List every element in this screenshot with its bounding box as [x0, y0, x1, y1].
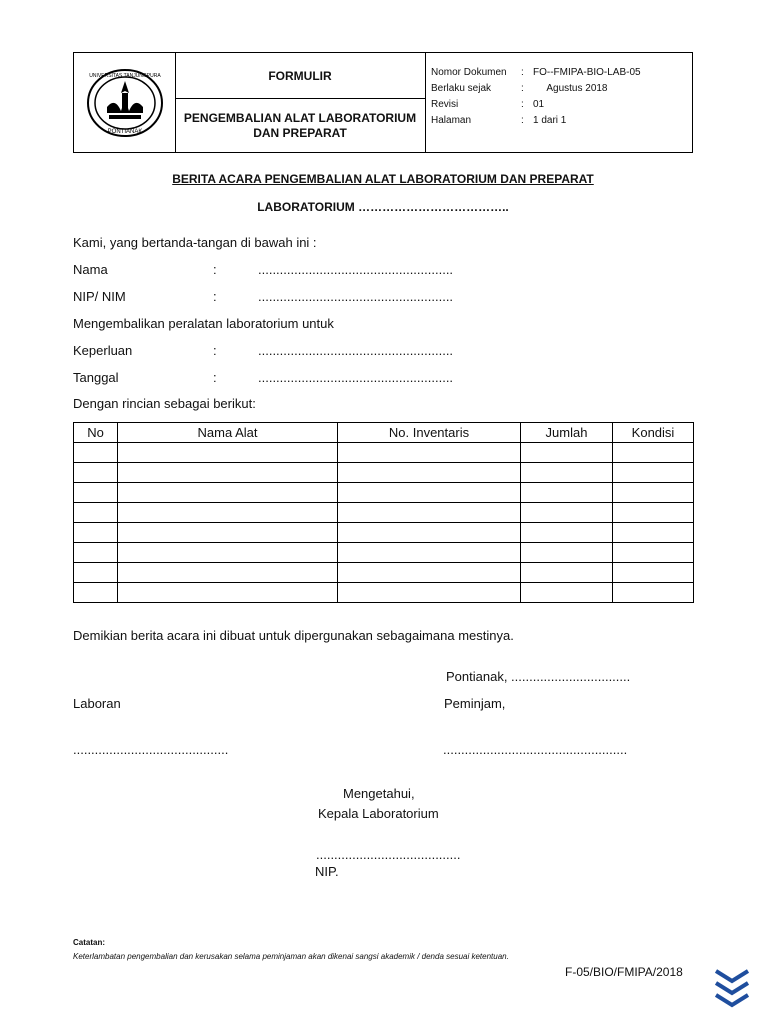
table-row [74, 483, 694, 503]
table-cell [521, 543, 613, 563]
note-title: Catatan: [73, 938, 106, 947]
note-text: Keterlambatan pengembalian dan kerusakan selama peminjaman akan dikenai sangsi akademik / denda sesuai ketentuan. [73, 952, 509, 961]
closing-text: Demikian berita acara ini dibuat untuk dipergunakan sebagaimana mestinya. [73, 628, 514, 643]
document-meta [431, 67, 691, 131]
field-nama [73, 262, 453, 277]
university-logo-cell [74, 53, 176, 152]
table-cell [74, 503, 118, 523]
meta-colon: : [521, 83, 524, 94]
table-cell [338, 443, 521, 463]
table-cell [338, 563, 521, 583]
kepala-lab-label: Kepala Laboratorium [318, 806, 439, 821]
table-cell [338, 463, 521, 483]
table-cell [521, 503, 613, 523]
col-header-no: No [74, 423, 118, 443]
meta-colon: : [521, 115, 524, 126]
laboran-label: Laboran [73, 696, 121, 711]
col-header-kondisi: Kondisi [613, 423, 694, 443]
table-cell [613, 503, 694, 523]
mengetahui-label: Mengetahui, [343, 786, 415, 801]
table-cell [338, 483, 521, 503]
table-cell [521, 583, 613, 603]
col-header-jumlah: Jumlah [521, 423, 613, 443]
meta-row [431, 99, 691, 115]
table-cell [613, 583, 694, 603]
form-name: PENGEMBALIAN ALAT LABORATORIUM DAN PREPARAT [183, 110, 417, 140]
meta-colon: : [521, 67, 524, 78]
table-header-row [74, 423, 694, 443]
meta-key: Halaman [431, 115, 472, 126]
logo-top-text: UNIVERSITAS TANJUNGPURA [88, 72, 161, 79]
table-cell [118, 483, 338, 503]
nip-label: NIP. [315, 864, 339, 879]
table-cell [74, 443, 118, 463]
table-body [74, 443, 694, 603]
field-label: Tanggal [73, 370, 119, 385]
table-cell [338, 543, 521, 563]
table-cell [613, 463, 694, 483]
laboran-signature-line: ........................................... [73, 742, 229, 757]
laboratorium-line: LABORATORIUM ……………………………….. [257, 200, 509, 214]
field-value: ...................................................... [258, 262, 454, 277]
field-nip-nim [73, 289, 453, 304]
field-keperluan [73, 343, 453, 358]
table-cell [118, 583, 338, 603]
field-label: Nama [73, 262, 108, 277]
field-colon: : [213, 343, 217, 358]
items-table [73, 422, 694, 603]
table-cell [338, 583, 521, 603]
table-cell [613, 443, 694, 463]
table-cell [613, 543, 694, 563]
table-cell [74, 543, 118, 563]
table-cell [521, 463, 613, 483]
table-row [74, 443, 694, 463]
field-value: ...................................................... [258, 343, 454, 358]
meta-value: 01 [533, 99, 545, 110]
table-row [74, 503, 694, 523]
field-label: Keperluan [73, 343, 133, 358]
intro-text: Kami, yang bertanda-tangan di bawah ini : [73, 235, 317, 250]
table-cell [338, 523, 521, 543]
logo-bottom-text: PONTIANAK [107, 128, 142, 135]
meta-row [431, 67, 691, 83]
table-cell [521, 523, 613, 543]
table-cell [118, 543, 338, 563]
form-title-cell [175, 53, 426, 152]
meta-value: FO--FMIPA-BIO-LAB-05 [533, 67, 641, 78]
field-colon: : [213, 289, 217, 304]
table-cell [613, 563, 694, 583]
field-colon: : [213, 262, 217, 277]
detail-text: Dengan rincian sebagai berikut: [73, 396, 256, 411]
table-cell [521, 483, 613, 503]
meta-value: 1 dari 1 [533, 115, 567, 126]
table-row [74, 583, 694, 603]
table-cell [521, 563, 613, 583]
meta-row [431, 115, 691, 131]
table-cell [613, 523, 694, 543]
meta-row [431, 83, 691, 99]
table-cell [521, 443, 613, 463]
table-cell [118, 443, 338, 463]
table-cell [74, 583, 118, 603]
table-row [74, 563, 694, 583]
table-cell [118, 563, 338, 583]
peminjam-label: Peminjam, [444, 696, 506, 711]
table-cell [338, 503, 521, 523]
peminjam-signature-line: ................................................... [443, 742, 628, 757]
table-cell [118, 463, 338, 483]
meta-colon: : [521, 99, 524, 110]
table-cell [74, 523, 118, 543]
table-cell [118, 503, 338, 523]
university-logo-icon [85, 67, 165, 139]
table-cell [118, 523, 338, 543]
form-label: FORMULIR [175, 53, 425, 99]
meta-key: Nomor Dokumen [431, 67, 507, 78]
table-cell [74, 463, 118, 483]
table-cell [613, 483, 694, 503]
col-header-nama-alat: Nama Alat [118, 423, 338, 443]
meta-key: Berlaku sejak [431, 83, 492, 94]
document-header [73, 52, 693, 153]
col-header-no-inventaris: No. Inventaris [338, 423, 521, 443]
document-title: BERITA ACARA PENGEMBALIAN ALAT LABORATORIUM DAN PREPARAT [172, 172, 594, 186]
table-row [74, 463, 694, 483]
field-colon: : [213, 370, 217, 385]
chevron-down-icon [712, 967, 752, 1017]
meta-value: Agustus 2018 [533, 83, 608, 94]
field-value: ...................................................... [258, 370, 454, 385]
table-row [74, 543, 694, 563]
field-tanggal [73, 370, 453, 385]
place-date: Pontianak, ................................. [446, 669, 631, 684]
table-cell [74, 483, 118, 503]
table-row [74, 523, 694, 543]
field-label: NIP/ NIM [73, 289, 126, 304]
form-code: F-05/BIO/FMIPA/2018 [565, 965, 683, 979]
table-cell [74, 563, 118, 583]
kepala-signature-line: ........................................ [316, 847, 461, 862]
return-text: Mengembalikan peralatan laboratorium untuk [73, 316, 334, 331]
field-value: ...................................................... [258, 289, 454, 304]
meta-key: Revisi [431, 99, 459, 110]
